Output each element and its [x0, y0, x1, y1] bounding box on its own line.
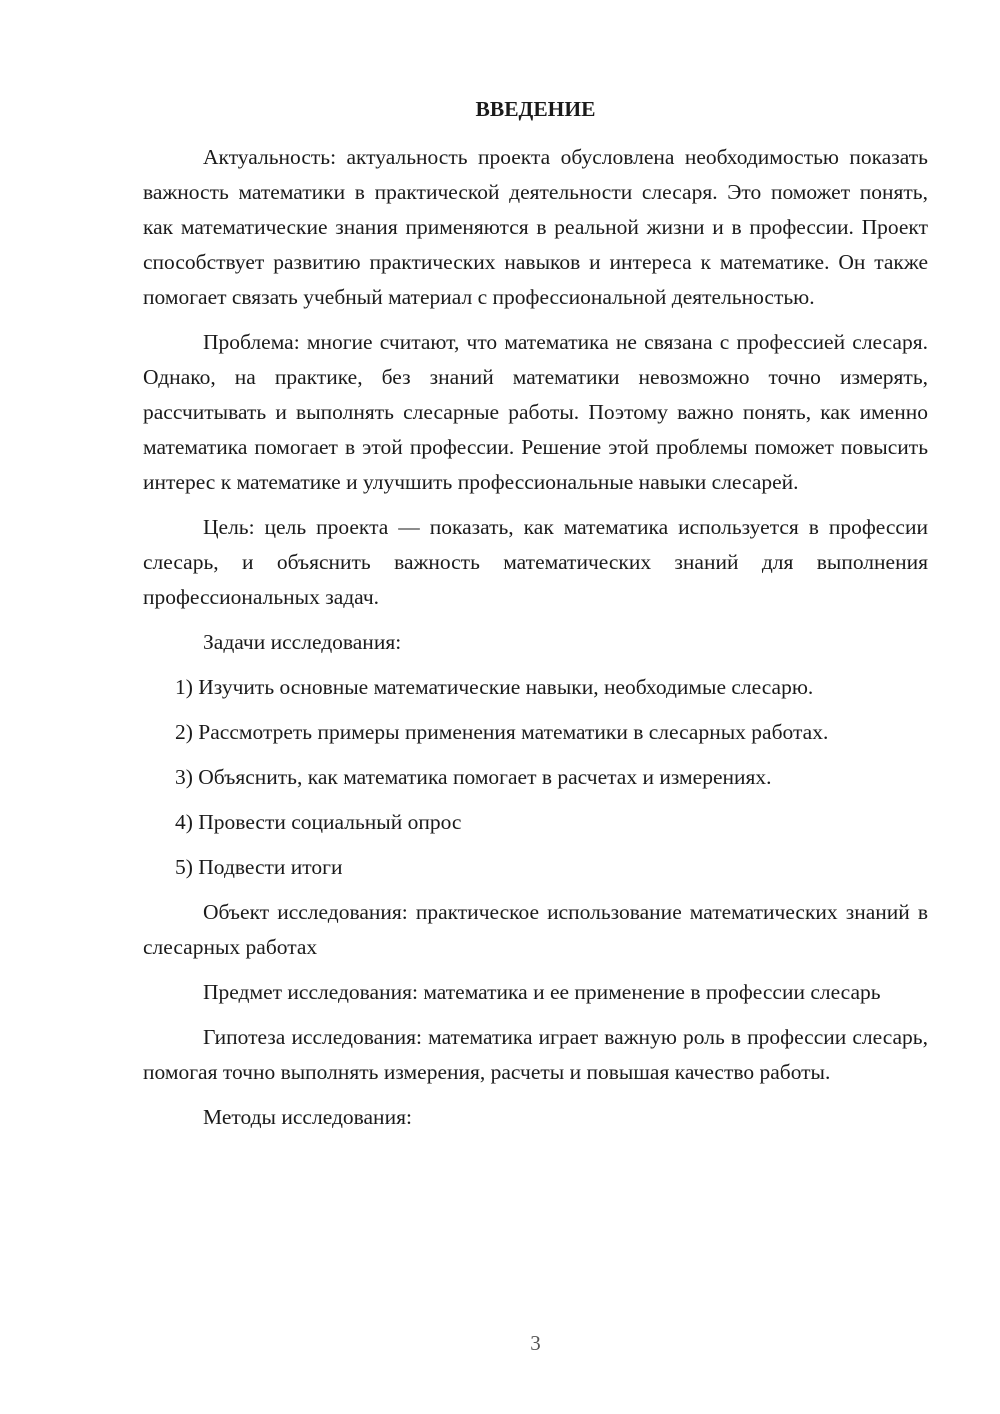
document-page — [143, 92, 928, 1145]
subject-paragraph: Предмет исследования: математика и ее применение в профессии слесарь — [203, 980, 881, 1004]
section-heading: ВВЕДЕНИЕ — [475, 97, 596, 121]
relevance-paragraph: Актуальность: актуальность проекта обусловлена необходимостью показать важность математики в практической деятельности слесаря. Это поможет понять, как математические знания применяются в реальной жизни и в профессии. Проект способствует развитию практических навыков и интереса к математике. Он также помогает связать учебный материал с профессиональной деятельностью. — [143, 145, 928, 309]
list-item: 2) Рассмотреть примеры применения математики в слесарных работах. — [175, 720, 829, 744]
tasks-list — [143, 670, 928, 885]
page-number: 3 — [530, 1331, 541, 1355]
goal-paragraph: Цель: цель проекта — показать, как математика используется в профессии слесарь, и объяснить важность математических знаний для выполнения профессиональных задач. — [143, 515, 928, 609]
list-item: 5) Подвести итоги — [175, 855, 343, 879]
object-paragraph: Объект исследования: практическое использование математических знаний в слесарных работах — [143, 900, 928, 959]
problem-paragraph: Проблема: многие считают, что математика не связана с профессией слесаря. Однако, на практике, без знаний математики невозможно точно измерять, рассчитывать и выполнять слесарные работы. Поэтому важно понять, как именно математика помогает в этой профессии. Решение этой проблемы поможет повысить интерес к математике и улучшить профессиональные навыки слесарей. — [143, 330, 928, 494]
list-item: 1) Изучить основные математические навыки, необходимые слесарю. — [175, 675, 814, 699]
hypothesis-paragraph: Гипотеза исследования: математика играет важную роль в профессии слесарь, помогая точно выполнять измерения, расчеты и повышая качество работы. — [143, 1025, 928, 1084]
list-item: 3) Объяснить, как математика помогает в расчетах и измерениях. — [175, 765, 772, 789]
list-item: 4) Провести социальный опрос — [175, 810, 462, 834]
methods-paragraph: Методы исследования: — [203, 1105, 412, 1129]
tasks-title: Задачи исследования: — [203, 630, 402, 654]
